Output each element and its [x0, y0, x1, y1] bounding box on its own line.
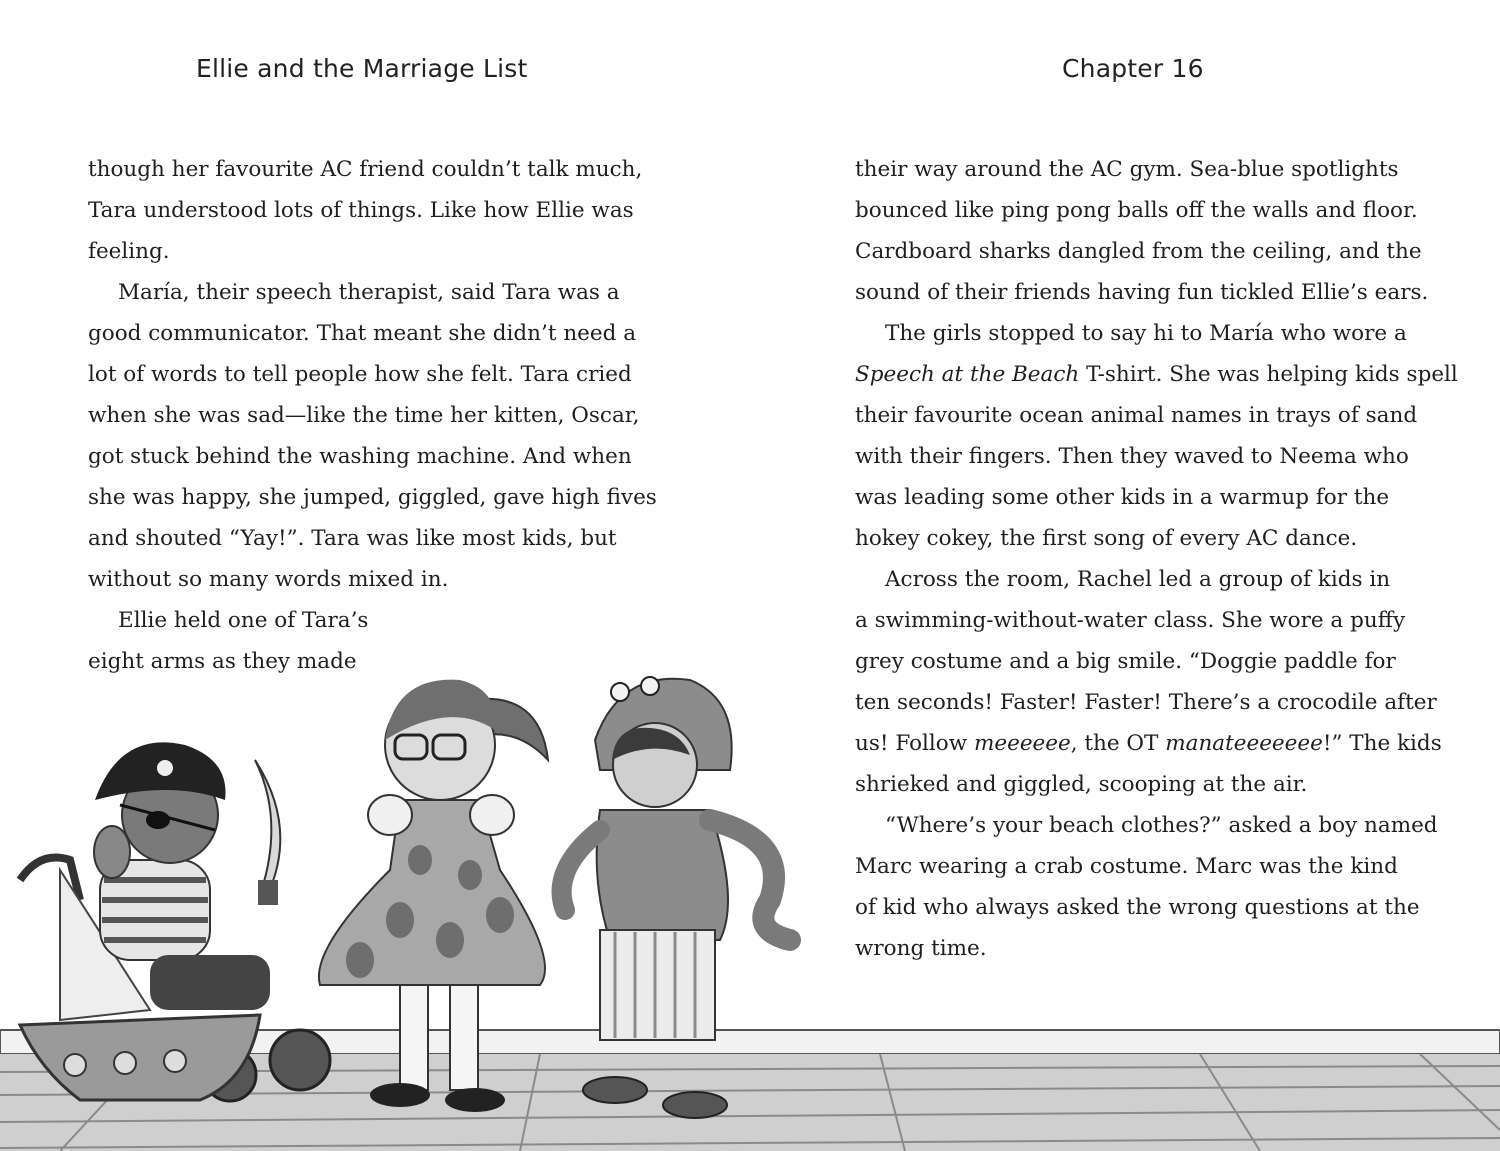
running-head-book-title: Ellie and the Marriage List: [196, 54, 528, 83]
text-line: Tara understood lots of things. Like how Ellie was: [88, 198, 634, 223]
text-line: when she was sad—like the time her kitten, Oscar,: [88, 403, 640, 428]
text-line: Cardboard sharks dangled from the ceiling, and the: [855, 239, 1422, 264]
text-line: Across the room, Rachel led a group of kids in: [885, 567, 1391, 592]
text-line: “Where’s your beach clothes?” asked a boy named: [885, 813, 1438, 838]
text-line: bounced like ping pong balls off the walls and floor.: [855, 198, 1418, 223]
italic-fragment: manateeeeeee: [1165, 731, 1323, 756]
text-line: and shouted “Yay!”. Tara was like most kids, but: [88, 526, 617, 551]
girl-in-dress-figure: [319, 680, 548, 1112]
text-line: was leading some other kids in a warmup for the: [855, 485, 1390, 510]
children-costume-illustration: [0, 640, 820, 1151]
text-line: Marc wearing a crab costume. Marc was the kind: [855, 854, 1398, 879]
text-line: a swimming-without-water class. She wore a puffy: [855, 608, 1406, 633]
text-line: shrieked and giggled, scooping at the air.: [855, 772, 1308, 797]
text-line: of kid who always asked the wrong questions at the: [855, 895, 1420, 920]
text-fragment: , the OT: [1070, 731, 1166, 756]
text-line: grey costume and a big smile. “Doggie paddle for: [855, 649, 1396, 674]
running-head-chapter: Chapter 16: [1062, 54, 1204, 83]
text-line: feeling.: [88, 239, 170, 264]
text-line: got stuck behind the washing machine. And when: [88, 444, 632, 469]
text-line: though her favourite AC friend couldn’t talk much,: [88, 157, 643, 182]
text-fragment: us! Follow: [855, 731, 974, 756]
right-page-text: [855, 149, 1458, 969]
text-line: ten seconds! Faster! Faster! There’s a crocodile after: [855, 690, 1437, 715]
italic-fragment: meeeeee: [973, 731, 1071, 756]
text-line: hokey cokey, the first song of every AC dance.: [855, 526, 1358, 551]
text-line: eight arms as they made: [88, 649, 357, 674]
text-line: The girls stopped to say hi to María who wore a: [885, 321, 1407, 346]
text-line: without so many words mixed in.: [88, 567, 449, 592]
text-line: their favourite ocean animal names in trays of sand: [855, 403, 1418, 428]
text-line: [855, 354, 1458, 395]
text-fragment: T-shirt. She was helping kids spell: [1079, 362, 1458, 387]
text-line: she was happy, she jumped, giggled, gave high fives: [88, 485, 657, 510]
text-line: good communicator. That meant she didn’t need a: [88, 321, 637, 346]
left-page-text: [88, 149, 657, 682]
octopus-costume-child-figure: [562, 677, 790, 1118]
pirate-child-figure: [20, 742, 330, 1101]
text-line: with their fingers. Then they waved to Neema who: [855, 444, 1409, 469]
text-line: María, their speech therapist, said Tara was a: [118, 280, 620, 305]
text-line: [855, 723, 1442, 764]
text-fragment: !” The kids: [1322, 731, 1442, 756]
text-line: lot of words to tell people how she felt. Tara cried: [88, 362, 632, 387]
text-line: wrong time.: [855, 936, 987, 961]
text-line: Ellie held one of Tara’s: [118, 608, 369, 633]
text-line: their way around the AC gym. Sea-blue spotlights: [855, 157, 1399, 182]
text-line: sound of their friends having fun tickled Ellie’s ears.: [855, 280, 1429, 305]
shirt-title-italic: Speech at the Beach: [855, 362, 1080, 387]
